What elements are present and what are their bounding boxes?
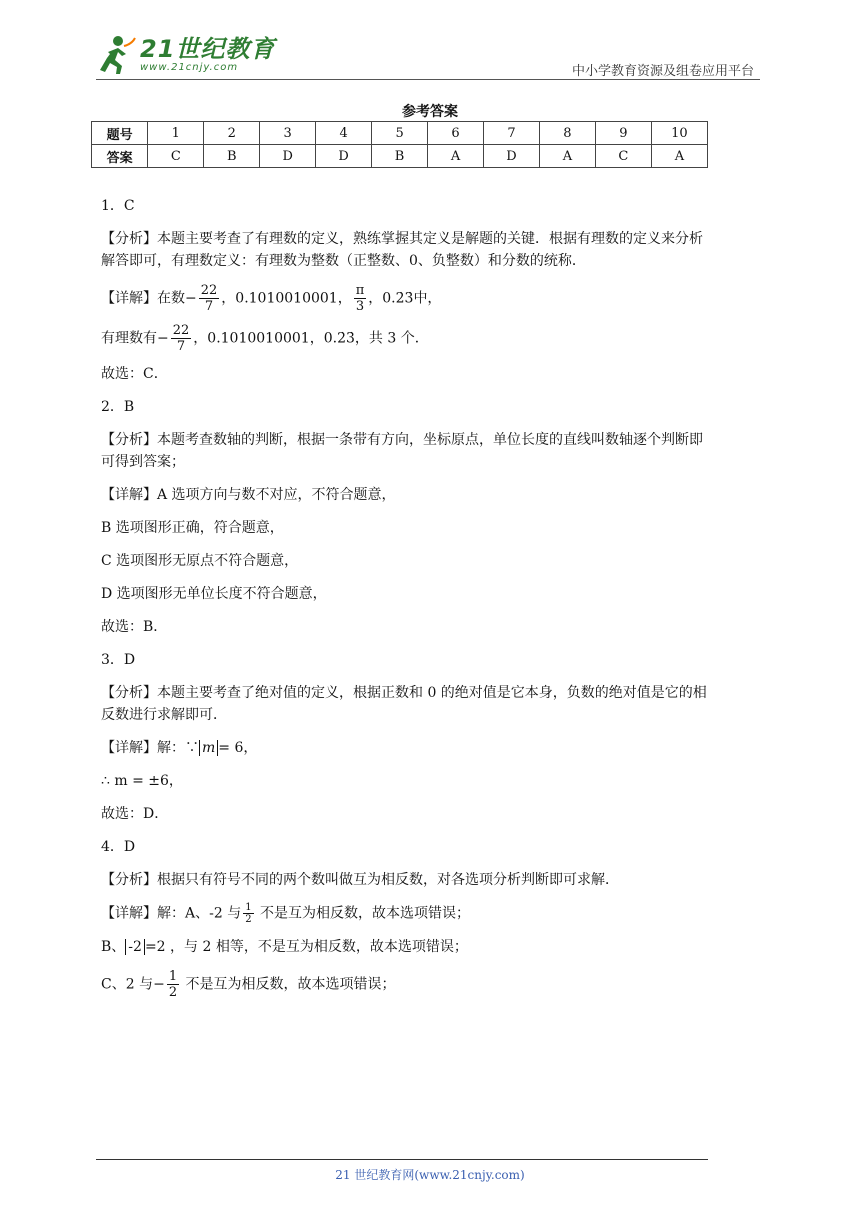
q3-head: 3．D (101, 652, 136, 668)
denominator: 7 (176, 339, 186, 354)
q3-therefore: ∴ m = ±6， (101, 773, 183, 789)
q4-detail-b-suffix: =2 ，与 2 相等，不是互为相反数，故本选项错误； (144, 939, 468, 955)
table-cell: D (483, 145, 539, 168)
repeating-decimal: 0.2̇3̇ (323, 330, 355, 347)
q2-detail-b: B 选项图形正确，符合题意， (101, 520, 284, 536)
table-cell: C (148, 145, 204, 168)
q1-detail-line2 (101, 323, 715, 354)
q2-analysis: 【分析】本题考查数轴的判断，根据一条带有方向，坐标原点，单位长度的直线叫数轴逐个判断即可得到答案； (101, 432, 703, 470)
table-cell: 7 (483, 122, 539, 145)
footer-link[interactable]: 21 世纪教育网(www.21cnjy.com) (335, 1168, 525, 1182)
numerator: 1 (245, 902, 252, 913)
minus-sign: − (157, 330, 169, 347)
q4-detail-a-prefix: 【详解】解：A、-2 与 (101, 905, 242, 922)
q4-analysis: 【分析】根据只有符号不同的两个数叫做互为相反数，对各选项分析判断即可求解． (101, 872, 619, 888)
table-cell: A (428, 145, 484, 168)
minus-sign: − (153, 976, 165, 993)
table-cell: 9 (595, 122, 651, 145)
denominator: 2 (168, 985, 178, 1000)
denominator: 7 (204, 299, 214, 314)
answer-table (91, 121, 708, 168)
q2-detail-d: D 选项图形无单位长度不符合题意， (101, 586, 327, 602)
q1-choose: 故选：C． (101, 366, 168, 382)
q1-detail (101, 283, 715, 314)
table-cell: 6 (428, 122, 484, 145)
numerator: 1 (168, 969, 178, 984)
fraction-half (167, 969, 179, 1000)
q3-analysis: 【分析】本题主要考查了绝对值的定义，根据正数和 0 的绝对值是它本身，负数的绝对值是它的相反数进行求解即可． (101, 685, 707, 723)
table-cell: 3 (260, 122, 316, 145)
table-cell: B (372, 145, 428, 168)
table-cell: 5 (372, 122, 428, 145)
table-cell: B (204, 145, 260, 168)
table-cell: A (651, 145, 707, 168)
solutions (101, 195, 715, 1011)
q3-detail-prefix: 【详解】解：∵ (101, 740, 199, 756)
page-header (96, 32, 760, 80)
q1-sep1: ，0.1010010001， (221, 290, 352, 307)
table-cell: 1 (148, 122, 204, 145)
denominator: 2 (245, 914, 252, 925)
fraction-pi (354, 283, 367, 314)
row-label-answer: 答案 (92, 145, 148, 168)
q4-detail-b (101, 936, 715, 958)
fraction (199, 283, 220, 314)
numerator: 22 (200, 283, 218, 298)
answer-table-row-answers (92, 145, 708, 168)
q4-detail-c-prefix: C、2 与 (101, 976, 154, 993)
site-logo[interactable] (96, 32, 275, 78)
q2-head: 2．B (101, 399, 135, 415)
q2-detail-c: C 选项图形无原点不符合题意， (101, 553, 299, 569)
logo-url: www.21cnjy.com (140, 62, 239, 73)
q1-detail-prefix: 【详解】在数 (101, 290, 185, 307)
platform-name: 中小学教育资源及组卷应用平台 (571, 64, 754, 79)
q2-choose: 故选：B． (101, 619, 168, 635)
table-cell: 10 (651, 122, 707, 145)
row-label-number: 题号 (92, 122, 148, 145)
q3-detail-suffix: = 6， (218, 740, 258, 756)
q4-detail-c-suffix: 不是互为相反数，故本选项错误； (181, 976, 396, 993)
absolute-value: -2 (125, 939, 145, 955)
table-cell: D (316, 145, 372, 168)
absolute-value: m (199, 740, 218, 756)
q4-detail-a-suffix: 不是互为相反数，故本选项错误； (255, 905, 471, 922)
q1-line2-mid: ，0.1010010001， (193, 330, 324, 347)
answer-table-row-numbers (92, 122, 708, 145)
table-cell: D (260, 145, 316, 168)
q1-detail-suffix: 中， (413, 290, 442, 307)
fraction (171, 323, 192, 354)
footer-divider (96, 1159, 708, 1160)
q3-choose: 故选：D． (101, 806, 169, 822)
q4-detail-b-prefix: B、 (101, 939, 126, 955)
q1-analysis: 【分析】本题主要考查了有理数的定义，熟练掌握其定义是解题的关键．根据有理数的定义来分析解答即可，有理数定义：有理数为整数（正整数、0、负整数）和分数的统称． (101, 231, 703, 269)
numerator: π (355, 283, 365, 298)
q4-detail-a (101, 902, 715, 925)
table-cell: 2 (204, 122, 260, 145)
fraction-half (243, 902, 253, 925)
answer-title: 参考答案 (402, 104, 458, 120)
header-divider (96, 79, 760, 80)
table-cell: A (539, 145, 595, 168)
table-cell: C (595, 145, 651, 168)
numerator: 22 (172, 323, 190, 338)
logo-title: 21世纪教育 (140, 35, 276, 63)
q1-sep2: ， (368, 290, 383, 307)
minus-sign: − (185, 290, 197, 307)
q3-detail (101, 737, 715, 759)
table-cell: 8 (539, 122, 595, 145)
runner-icon (96, 34, 136, 76)
q1-line2-suffix: ，共 3 个． (354, 330, 429, 347)
q1-line2-prefix: 有理数有 (101, 330, 157, 347)
denominator: 3 (355, 299, 365, 314)
repeating-decimal: 0.2̇3̇ (382, 290, 414, 307)
q2-detail-a: 【详解】A 选项方向与数不对应，不符合题意， (101, 487, 396, 503)
q4-head: 4．D (101, 839, 136, 855)
q4-detail-c (101, 969, 715, 1000)
q1-head: 1．C (101, 198, 135, 214)
table-cell: 4 (316, 122, 372, 145)
